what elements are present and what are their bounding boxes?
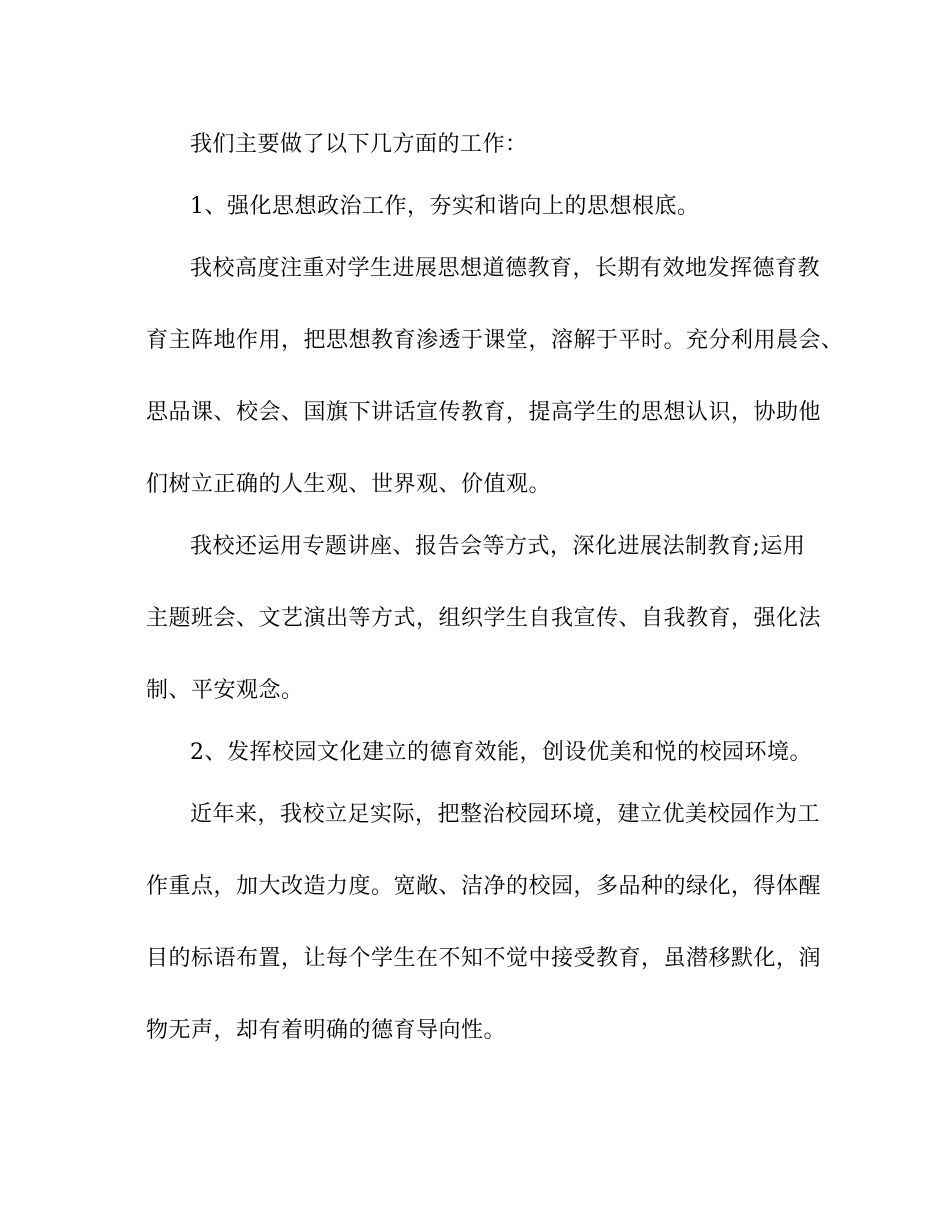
paragraph-line: 物无声，却有着明确的德育导向性。 xyxy=(146,1018,507,1043)
paragraph-line: 育主阵地作用，把思想教育渗透于课堂，溶解于平时。充分利用晨会、 xyxy=(146,328,844,353)
paragraph-line: 主题班会、文艺演出等方式，组织学生自我宣传、自我教育，强化法 xyxy=(146,606,822,631)
paragraph-line: 目的标语布置，让每个学生在不知不觉中接受教育，虽潜移默化，润 xyxy=(146,946,822,971)
intro-line: 我们主要做了以下几方面的工作： xyxy=(190,132,528,157)
paragraph-line: 我校高度注重对学生进展思想道德教育，长期有效地发挥德育教 xyxy=(190,256,821,281)
section-heading-2: 2、发挥校园文化建立的德育效能，创设优美和悦的校园环境。 xyxy=(190,740,812,765)
paragraph-line: 们树立正确的人生观、世界观、价值观。 xyxy=(146,472,552,497)
paragraph-line: 制、平安观念。 xyxy=(146,678,304,703)
paragraph-line: 我校还运用专题讲座、报告会等方式，深化进展法制教育;运用 xyxy=(190,534,806,559)
paragraph-line: 近年来，我校立足实际，把整治校园环境，建立优美校园作为工 xyxy=(190,802,821,827)
paragraph-line: 作重点，加大改造力度。宽敞、洁净的校园，多品种的绿化，得体醒 xyxy=(146,874,822,899)
paragraph-line: 思品课、校会、国旗下讲话宣传教育，提高学生的思想认识，协助他 xyxy=(146,400,822,425)
section-heading-1: 1、强化思想政治工作，夯实和谐向上的思想根底。 xyxy=(190,194,700,219)
